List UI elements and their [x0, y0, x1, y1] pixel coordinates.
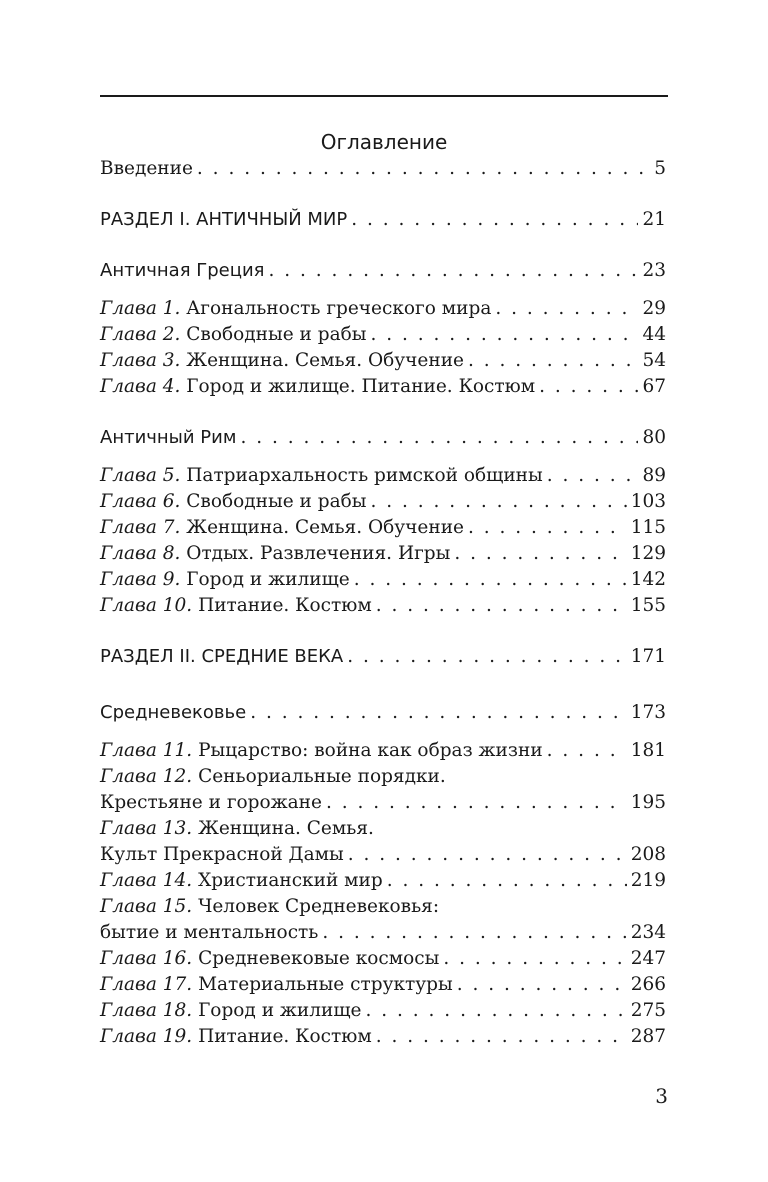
chapter-title: Город и жилище [186, 569, 350, 590]
chapter-label: Глава 4. [100, 376, 181, 397]
chapter-label: Глава 7. [100, 517, 181, 538]
dot-leader [197, 154, 650, 184]
subsection-title: Античная Греция [100, 260, 265, 281]
chapter-title: Свободные и рабы [186, 491, 367, 512]
toc-entry [100, 154, 666, 184]
entry-page: 5 [654, 158, 666, 179]
dot-leader [539, 372, 638, 402]
toc-subsection [100, 423, 666, 453]
entry-page: 266 [630, 974, 666, 995]
chapter-title: Город и жилище. Питание. Костюм [186, 376, 536, 397]
entry-page: 103 [630, 491, 666, 512]
entry-page: 67 [642, 376, 666, 397]
toc-subsection [100, 698, 666, 728]
entry-page: 208 [630, 844, 666, 865]
toc-chapter [100, 591, 666, 621]
chapter-label: Глава 18. [100, 1000, 193, 1021]
toc-title: Оглавление [320, 130, 448, 154]
toc-section [100, 205, 666, 235]
top-rule [100, 95, 668, 97]
entry-page: 275 [630, 1000, 666, 1021]
chapter-label: Глава 12. [100, 766, 193, 787]
chapter-label: Глава 13. [100, 818, 193, 839]
toc-section [100, 642, 666, 672]
chapter-title: Христианский мир [198, 870, 383, 891]
section-title: РАЗДЕЛ I. АНТИЧНЫЙ МИР [100, 209, 348, 230]
dot-leader [240, 423, 638, 453]
entry-page: 129 [630, 543, 666, 564]
dot-leader [269, 256, 639, 286]
entry-page: 23 [642, 260, 666, 281]
chapter-label: Глава 2. [100, 324, 181, 345]
entry-page: 29 [642, 298, 666, 319]
dot-leader [250, 698, 626, 728]
entry-page: 234 [630, 922, 666, 943]
chapter-title: Средневековые космосы [198, 948, 440, 969]
entry-page: 115 [630, 517, 666, 538]
chapter-title: Женщина. Семья. Обучение [186, 350, 464, 371]
entry-page: 89 [642, 465, 666, 486]
entry-page: 195 [630, 792, 666, 813]
chapter-label: Глава 8. [100, 543, 181, 564]
entry-page: 287 [630, 1026, 666, 1047]
entry-page: 54 [642, 350, 666, 371]
chapter-title: Отдых. Развлечения. Игры [186, 543, 451, 564]
toc-chapter [100, 1022, 666, 1052]
chapter-title: Материальные структуры [198, 974, 453, 995]
entry-title: Введение [100, 158, 193, 179]
chapter-label: Глава 6. [100, 491, 181, 512]
chapter-title: Рыцарство: война как образ жизни [198, 740, 543, 761]
subsection-title: Средневековье [100, 702, 247, 723]
entry-page: 155 [630, 595, 666, 616]
chapter-title: Агональность греческого мира [186, 298, 492, 319]
chapter-title-continued: Культ Прекрасной Дамы [100, 844, 344, 865]
chapter-label: Глава 19. [100, 1026, 193, 1047]
entry-page: 181 [630, 740, 666, 761]
chapter-label: Глава 14. [100, 870, 193, 891]
entry-page: 173 [630, 702, 666, 723]
dot-leader [376, 1022, 627, 1052]
chapter-label: Глава 16. [100, 948, 193, 969]
chapter-title: Город и жилище [198, 1000, 362, 1021]
chapter-label: Глава 5. [100, 465, 181, 486]
entry-page: 142 [630, 569, 666, 590]
entry-page: 171 [630, 646, 666, 667]
chapter-title: Патриархальность римской общины [186, 465, 543, 486]
entry-page: 80 [642, 427, 666, 448]
dot-leader [547, 736, 627, 766]
entry-page: 247 [630, 948, 666, 969]
chapter-label: Глава 17. [100, 974, 193, 995]
chapter-title: Женщина. Семья. [198, 818, 374, 839]
chapter-title-continued: Крестьяне и горожане [100, 792, 322, 813]
entry-page: 44 [642, 324, 666, 345]
dot-leader [376, 591, 627, 621]
toc-chapter [100, 372, 666, 402]
chapter-title: Свободные и рабы [186, 324, 367, 345]
toc-subsection [100, 256, 666, 286]
dot-leader [351, 205, 638, 235]
chapter-label: Глава 3. [100, 350, 181, 371]
chapter-label: Глава 10. [100, 595, 193, 616]
entry-page: 219 [630, 870, 666, 891]
chapter-title: Питание. Костюм [198, 1026, 372, 1047]
chapter-label: Глава 15. [100, 896, 193, 917]
chapter-label: Глава 9. [100, 569, 181, 590]
section-title: РАЗДЕЛ II. СРЕДНИЕ ВЕКА [100, 646, 344, 667]
chapter-title: Питание. Костюм [198, 595, 372, 616]
chapter-title-continued: бытие и ментальность [100, 922, 319, 943]
chapter-title: Женщина. Семья. Обучение [186, 517, 464, 538]
chapter-label: Глава 1. [100, 298, 181, 319]
chapter-title: Человек Средневековья: [198, 896, 440, 917]
subsection-title: Античный Рим [100, 427, 237, 448]
chapter-label: Глава 11. [100, 740, 193, 761]
entry-page: 21 [642, 209, 666, 230]
dot-leader [347, 642, 626, 672]
page-number: 3 [655, 1084, 668, 1108]
chapter-title: Сеньориальные порядки. [198, 766, 446, 787]
